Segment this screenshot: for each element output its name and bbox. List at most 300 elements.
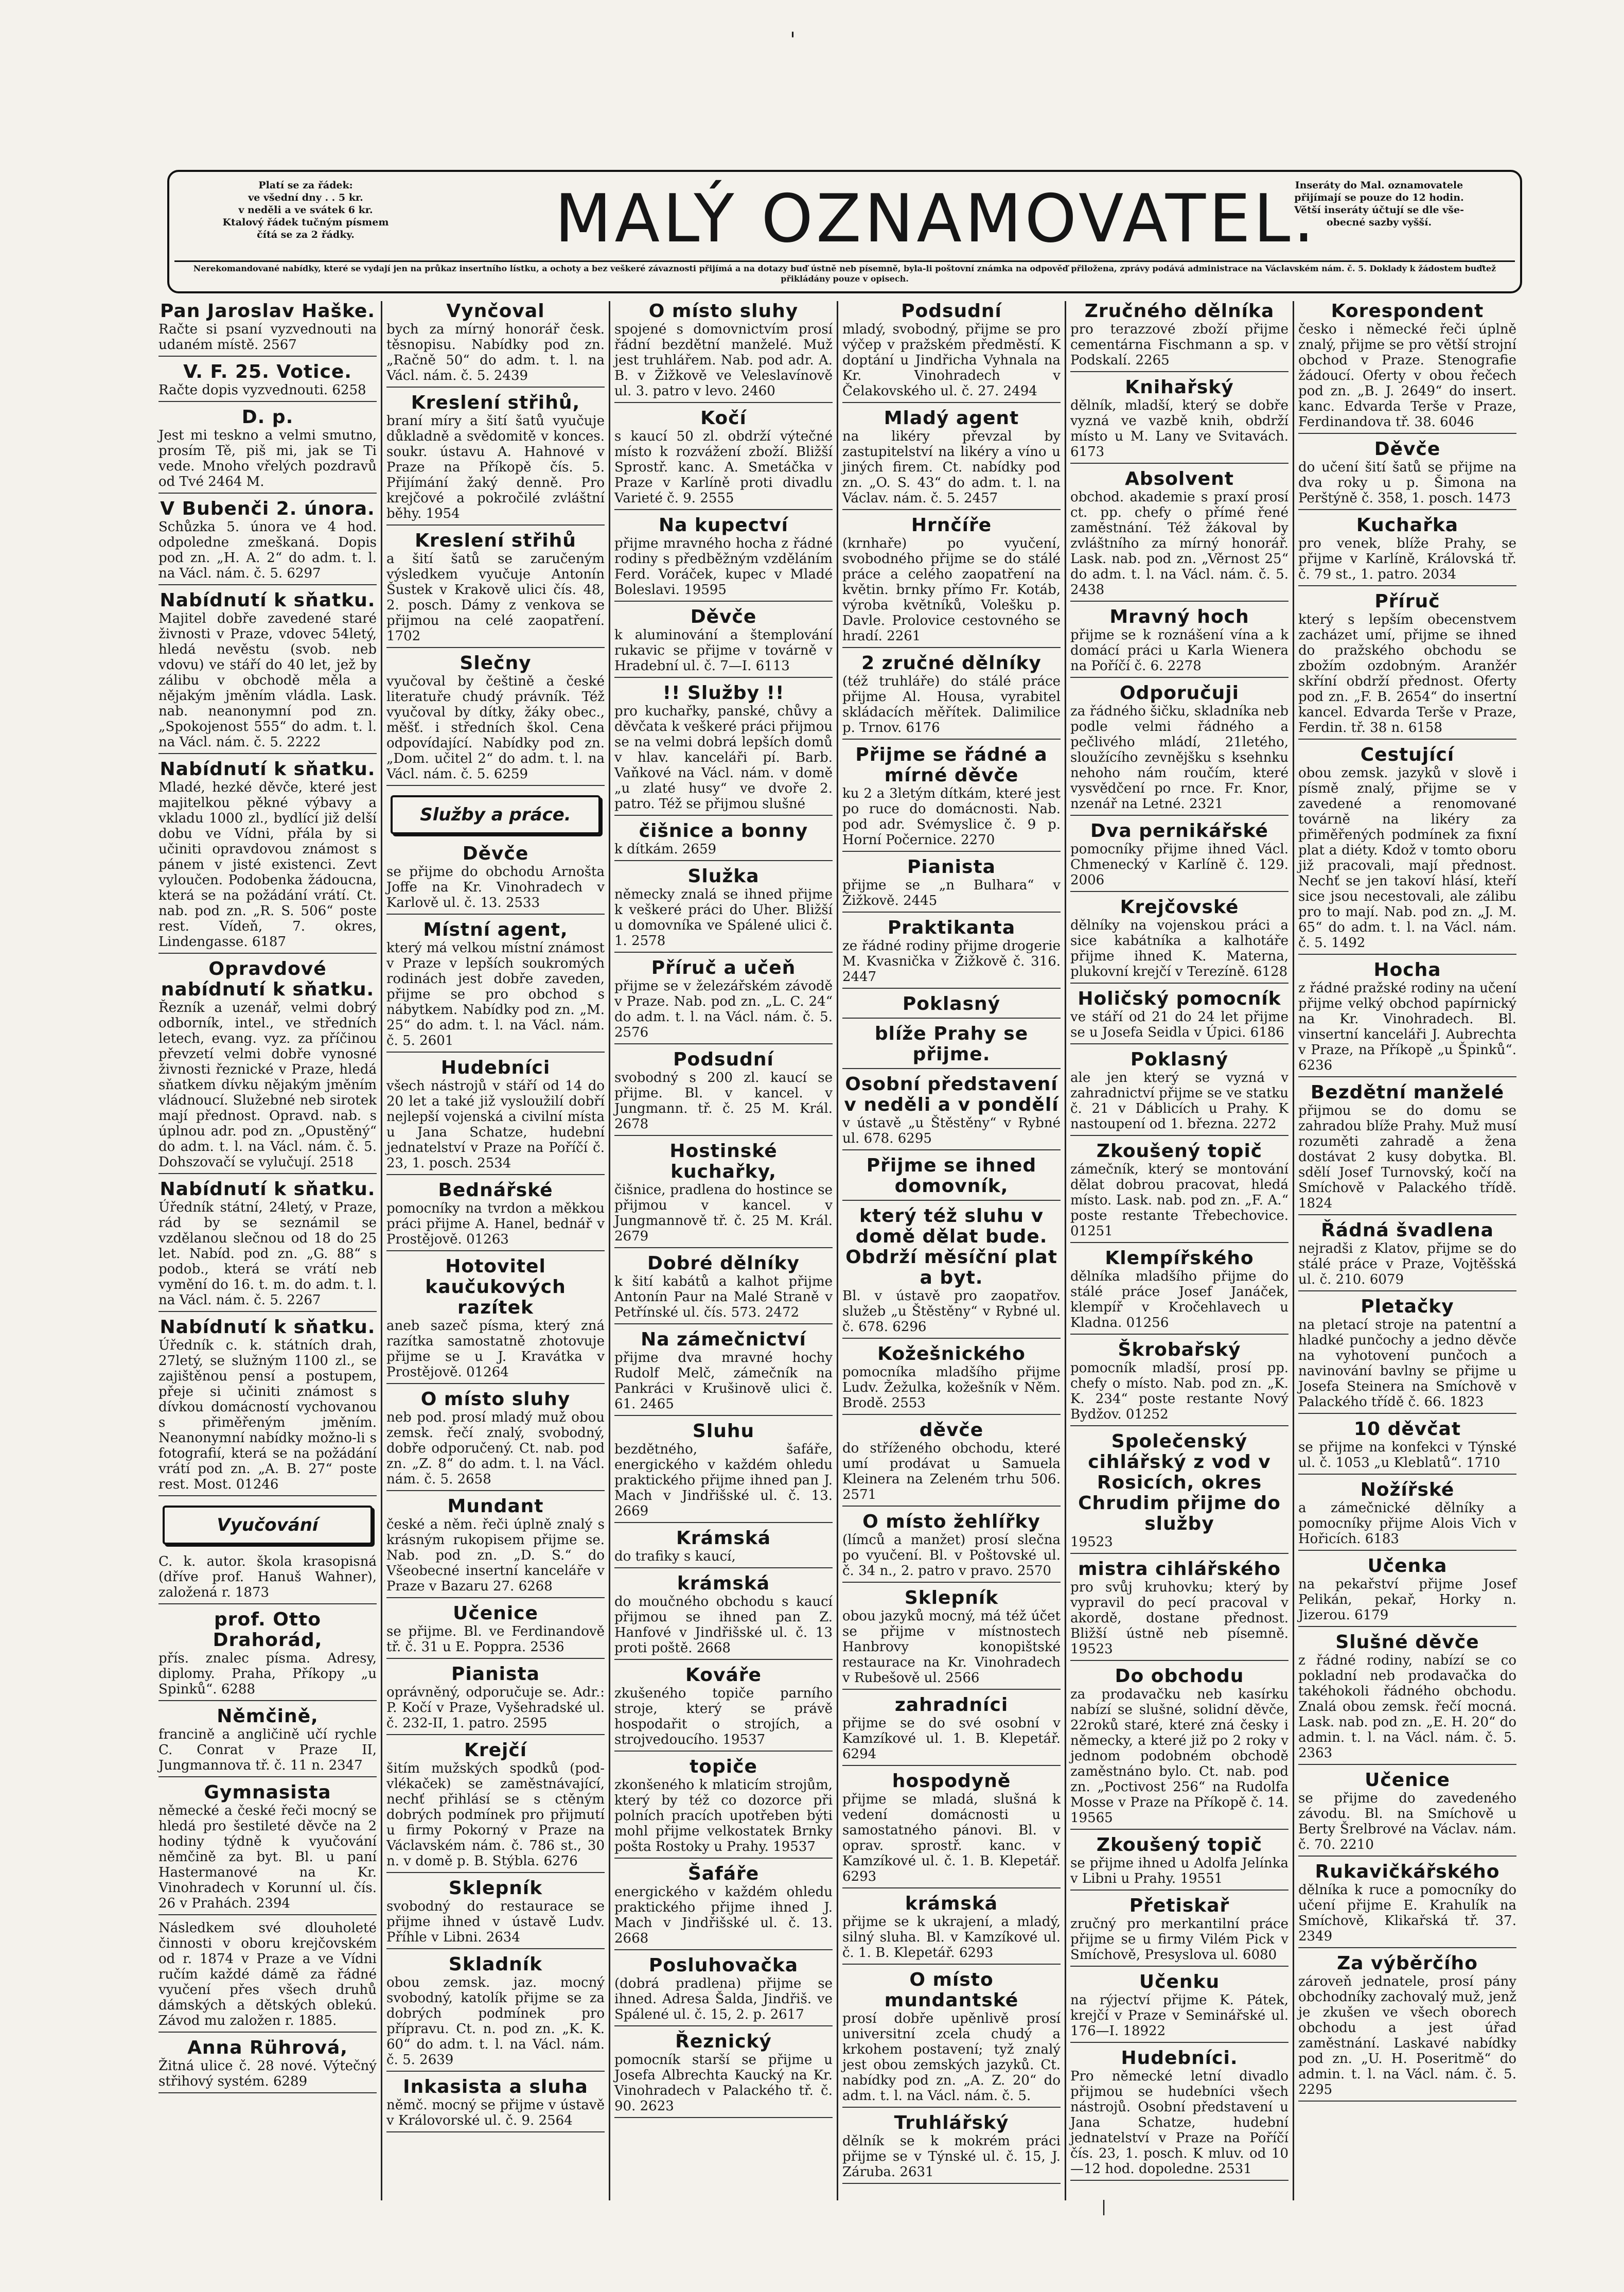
ad-text: pomocníky přijme ihned Václ. Chmenecký v Karlíně č. 129. 2006 [1070,842,1288,888]
classified-ad [1298,1082,1516,1215]
ad-heading: Kuchařka [1356,515,1459,536]
ad-heading: Učenice [453,1603,538,1624]
ad-heading: Gymnasista [204,1782,331,1803]
classified-ad [614,821,833,861]
ad-heading: V. F. 25. Votice. [183,361,352,382]
classified-ad [1298,1297,1516,1414]
ad-heading: Na zámečnictví [641,1329,806,1350]
ad-text: ale jen který se vyzná v zahradnictví přijme se ve statku č. 21 v Dáblicích u Prahy. K nastoupení od 1. března. 2272 [1070,1070,1288,1132]
ad-text: německy znalá se ihned přijme k veškeré práci do Uher. Bližší u domovníka ve Spálené ulici č. 1. 2578 [614,887,833,949]
ad-heading: Odporučuji [1120,683,1239,704]
ad-heading: O místo mundantské [884,1969,1019,2011]
classified-ad [614,1141,833,1248]
ad-heading: Služka [687,866,760,887]
ad-heading: Cestující [1360,744,1455,765]
classified-ad [1070,1835,1288,1891]
classified-ad [386,301,605,388]
ad-text: česko i německé řeči úplně znalý, přijme se pro větší strojní obchod v Praze. Stenografie žádoucí. Oferty v obou řečech pod zn. „B. J. 2649“ do insert. kanc. Edvarda Terše v Praze, Ferdinandova tř. 38. 6046 [1298,322,1516,430]
ad-text: přijme se v železářském závodě v Praze. Nab. pod zn. „L. C. 24“ do adm. t. l. na Václ. nám. č. 5. 2576 [614,978,833,1040]
ad-text: pro svůj kruhovku; který by vypravil do pecí pracoval v akordě, dostane přednost. Bližší ústně neb písemně. 19523 [1070,1580,1288,1657]
classified-ad [158,1554,377,1604]
classified-ad [1070,377,1288,464]
classified-ad [614,1528,833,1568]
ad-heading: Praktikanta [887,917,1016,938]
classified-ad [1070,1972,1288,2043]
ad-text: obou jazyků mocný, má též účet se přijme v místnostech Hanbrovy konopištské restaurace na Kr. Vinohradech v Rubešově ul. 2566 [842,1608,1061,1686]
classified-ad [842,653,1061,740]
ad-text: na rýjectví přijme K. Pátek, krejčí v Praze v Seminářské ul. 176—I. 18922 [1070,1992,1288,2039]
classified-ad [1070,301,1288,372]
ad-text: bezdětného, šafáře, energického v každém ohledu praktického přijme ihned pan J. Mach v Jindřišské ul. č. 13. 2669 [614,1442,833,1519]
ad-heading: Děvče [1374,439,1441,460]
ad-text: pro kuchařky, panské, chůvy a děvčata k veškeré práci přijmou se na velmi dobrá lepších domů v hlav. kanceláři pí. Barb. Vaňkové na Václ. nám. v domě „u zlaté husy“ ve dvoře 2. patro. Též se přijmou slušné [614,704,833,812]
ad-text: Úředník c. k. státních drah, 27letý, se služným 1100 zl., se zajištěnou pensí a postupem, přeje si učiniti známost s dívkou domácností vychovanou s přiměřeným jměním. Neanonymní nabídky možno-li s fotografií, která se na požádání vrátí pod zn. „A. B. 27“ poste rest. Most. 01246 [158,1338,377,1492]
ad-text: do učení šití šatů se přijme na dva roky u p. Šimona na Perštýně č. 358, 1. posch. 1473 [1298,460,1516,506]
ad-heading: Pianista [907,856,996,878]
ad-heading: Klempířského [1105,1248,1254,1269]
classified-ad [842,1156,1061,1201]
ad-text: bych za mírný honorář česk. těsnopisu. Nabídky pod zn. „Račně 50“ do adm. t. l. na Václ. nám. č. 5. 2439 [386,322,605,383]
ad-heading: Místní agent, [423,919,568,940]
ad-heading: Učenku [1139,1971,1220,1992]
ad-heading: Slušné děvče [1335,1632,1479,1653]
ad-heading: Děvče [462,843,529,864]
ad-heading: Nabídnutí k sňatku. [160,1179,376,1200]
classified-ad [1298,1953,1516,2102]
ad-text: k dítkám. 2659 [614,842,717,857]
ad-text: nejradši z Klatov, přijme se do stálé práce v Praze, Vojtěšská ul. č. 210. 6079 [1298,1241,1516,1287]
classified-ad [842,2113,1061,2184]
ad-heading: O místo sluhy [420,1389,571,1410]
ad-text: Bl. v ústavě pro zaopatřov. služeb „u Štěstěny“ v Rybné ul. č. 678. 6296 [842,1288,1061,1335]
ad-text: svobodný s 200 zl. kaucí se přijme. Bl. v kancel. v Jungmann. tř. č. 25 M. Král. 2678 [614,1070,833,1132]
ad-heading: Kožešnického [877,1343,1026,1364]
masthead-divider [174,260,1515,262]
ad-heading: Pianista [451,1664,540,1685]
column-1 [154,301,381,2200]
ad-heading: Pletačky [1361,1296,1454,1317]
ad-heading: Posluhovačka [648,1955,799,1976]
ad-heading: Mladý agent [884,408,1019,429]
ad-heading: Truhlářský [894,2112,1009,2133]
ad-heading: blíže Prahy se přijme. [874,1023,1029,1065]
ad-heading: Učenice [1365,1770,1450,1791]
classified-ad [386,393,605,526]
ad-text: přijme se k ukrajení, a mladý, silný sluha. Bl. v Kamzíkové ul. č. 1. B. Klepetář. 6293 [842,1914,1061,1961]
ad-heading: Inkasista a sluha [403,2076,588,2097]
classified-ad [614,958,833,1044]
classified-ad [1298,1556,1516,1627]
ad-text: Račte si psaní vyzvednouti na udaném místě. 2567 [158,322,377,353]
page-mark: ' [790,28,796,52]
ad-text: na likéry převzal by zastupitelství na likéry a víno u jiných firem. Ct. nabídky pod zn. „O. S. 43“ do adm. t. l. na Václav. nám. č. 5. 2457 [842,429,1061,506]
ad-text: přijme se mladá, slušná k vedení domácnosti u samostatného pánovi. Bl. v oprav. sprostř. kanc. v Kamzíkové ul. č. 1. B. Klepetář. 6293 [842,1792,1061,1884]
ad-heading: Sluhu [692,1421,755,1442]
classified-ad [614,1421,833,1523]
classified-ad [1070,1049,1288,1136]
ad-heading: Mravný hoch [1109,606,1249,627]
ad-heading: Přetiskař [1129,1895,1230,1916]
ad-heading: Poklasný [902,993,1001,1014]
ad-text: němč. mocný se přijme v ústavě v Královorské ul. č. 9. 2564 [386,2097,605,2128]
classified-ad [158,1317,377,1496]
ad-text: (krnhaře) po vyučení, svobodného přijme se do stálé práce a celého zaopatření na květin. brnky přímo Fr. Kotáb, výroba květníků, Volešku p. Davle. Prolovice cestovného se hradí. 2261 [842,536,1061,644]
ad-text: z řádné pražské rodiny na učení přijme velký obchod papírnický na Kr. Vinohradech. Bl. vinsertní kanceláři J. Aubrechta v Praze, na Příkopě „u Špinků“. 6236 [1298,981,1516,1073]
classified-ad [386,1180,605,1251]
ad-text: do stříženého obchodu, které umí prodávat u Samuela Kleinera na Zeleném trhu 506. 2571 [842,1441,1061,1502]
ad-heading: Hudebníci. [1121,2048,1238,2069]
ad-heading: Nabídnutí k sňatku. [160,590,376,611]
ad-text: šitím mužských spodků (pod- vlékaček) se zaměstnávající, nechť přihlásí se s ctěným dobrých podmínek pro přijmutí u firmy Pokorný v Praze na Václavském nám. č. 786 st., 30 n. v domě p. B. Stýbla. 6276 [386,1761,605,1869]
ad-heading: Sklepník [448,1878,543,1899]
ad-text: pomocníka mladšího přijme Ludv. Žežulka, kožešník v Něm. Brodě. 2553 [842,1364,1061,1411]
classified-ad [1070,821,1288,892]
classified-ad [1070,1896,1288,1967]
ad-text: dělník, mladší, který se dobře vyzná ve vazbě knih, obdrží místo u M. Lany ve Svitavách. 6173 [1070,398,1288,460]
ad-text: (dobrá pradlena) přijme se ihned. Adresa Šalda, Jindřiš. ve Spálené ul. č. 15, 2. p. 2617 [614,1976,833,2022]
ad-heading: Rukavičkářského [1315,1861,1500,1882]
classified-ad [614,1665,833,1752]
classified-ad [386,1954,605,2072]
ad-text: přijme se do své osobní v Kamzíkové ul. 1. B. Klepetář. 6294 [842,1716,1061,1762]
classified-ad [1070,897,1288,984]
ad-text: Pro německé letní divadlo přijmou se hudebníci všech nástrojů. Osobní představení u Jana Schatze, hudební jednatelství v Praze na Poříčí čís. 23, 1. posch. K mluv. od 10—12 hod. dopoledne. 2531 [1070,2069,1288,2177]
ad-heading: Řádná švadlena [1321,1220,1494,1241]
ad-text: francině a angličině učí rychle C. Conrat v Praze II, Jungmannova tř. č. 11 n. 2347 [158,1727,377,1773]
ad-text: obou zemsk. jaz. mocný svobodný, katolík přijme se za dobrých podmínek pro přípravu. Ct. n. pod zn. „K. K. 60“ do adm. t. l. na Václ. nám. č. 5. 2639 [386,1975,605,2068]
ad-text: ze řádné rodiny přijme drogerie M. Kvasnička v Žižkově č. 316. 2447 [842,938,1061,985]
ad-text: v ústavě „u Štěstěny“ v Rybné ul. 678. 6295 [842,1115,1061,1146]
ad-text: do moučného obchodu s kaucí přijmou se ihned pan Z. Hanfové v Jindřišské ul. č. 13 proti poště. 2668 [614,1594,833,1656]
ad-heading: V Bubenči 2. února. [160,498,375,519]
ad-heading: hospodyně [892,1771,1011,1792]
classified-ad [842,994,1061,1019]
ad-text: neb pod. prosí mladý muž obou zemsk. řečí znalý, svobodný, dobře odporučený. Ct. nab. pod zn. „Z. 8“ do adm. t. l. na Václ. nám. č. 5. 2658 [386,1410,605,1487]
ad-text: dělníka mladšího přijme do stálé práce Josef Janáček, klempíř v Kročehlavech u Kladna. 01256 [1070,1269,1288,1331]
classified-ad [842,1512,1061,1583]
ad-text: C. k. autor. škola krasopisná (dříve prof. Hanuš Wahner), založená r. 1873 [158,1554,377,1600]
ad-heading: Hostinské kuchařky, [669,1141,778,1182]
classified-ad [842,1344,1061,1415]
classified-ad [386,1603,605,1659]
ad-text: (též truhláře) do stálé práce přijme Al. Housa, vyrabitel skládacích měřítek. Dalimilice p. Trnov. 6176 [842,674,1061,736]
classified-ad [1298,515,1516,586]
ad-text: Úředník státní, 24letý, v Praze, rád by se seznámil se vzdělanou slečnou od 18 do 25 let. Nabíd. pod zn. „G. 88“ s podob., která se vrátí neb vymění do 16. t. m. do adm. t. l. na Václ. nám. č. 5. 2267 [158,1200,377,1308]
ad-heading: Podsudní [901,301,1002,322]
classified-ad [158,1706,377,1777]
ad-heading: Nabídnutí k sňatku. [160,759,376,780]
ad-heading: zahradníci [894,1694,1009,1716]
section-heading: Vyučování [163,1506,373,1545]
classified-ad [386,1740,605,1873]
ad-text: se přijme. Bl. ve Ferdinandově tř. č. 31 u E. Poppra. 2536 [386,1624,605,1655]
ad-text: a šití šatů se zaručeným výsledkem vyučuje Antonín Šustek v Krakově ulici čís. 48, 2. posch. Dámy z venkova se přijmou na celé zaopatření. 1702 [386,551,605,644]
ad-heading: Řeznický [675,2031,772,2052]
classified-ad [1070,1559,1288,1661]
classified-ad [614,607,833,678]
classified-ad [158,1920,377,2033]
classified-ad [1298,1419,1516,1475]
classified-ad [158,407,377,494]
classified-ad [1298,1632,1516,1765]
price-line: Platí se za řádek: [258,180,353,191]
ad-text: dělník se k mokrém práci přijme se v Týnské ul. č. 15, J. Záruba. 2631 [842,2133,1061,2180]
ad-text: aneb sazeč písma, který zná razítka samostatně zhotovuje přijme se u J. Kravátka v Prostějově. 01264 [386,1318,605,1380]
ad-heading: Slečny [460,653,532,674]
price-line: Ktalový řádek tučným písmem [222,217,389,228]
ad-text: vyučoval by češtině a české literatuře chudý právník. Též vyučoval by dítky, žáky obec., měšť. i středních škol. Cena odpovídající. Nabídky pod zn. „Dom. učitel 2“ do adm. t. l. na Václ. nám. č. 5. 6259 [386,674,605,782]
classified-ad [614,408,833,510]
ad-heading: O místo sluhy [648,301,799,322]
classified-ad [842,918,1061,989]
ad-heading: O místo žehlířky [862,1511,1040,1532]
ad-heading: Zkoušený topič [1096,1834,1263,1856]
ad-heading: Zručného dělníka [1084,301,1275,322]
column-6 [1293,301,1521,2200]
ad-text: za prodavačku neb kasírku nabízí se slušné, solidní děvče, 22roků staré, které zná česky i německy, a které již po 2 roky v jednom podobném obchodě zaměstnáno bylo. Ct. nab. pod zn. „Poctivost 256“ na Rudolfa Mosse v Praze na Příkopě č. 14. 19565 [1070,1687,1288,1826]
classified-ad [386,1256,605,1384]
ad-heading: Mundant [447,1496,544,1517]
ad-heading: Krámská [676,1528,771,1549]
deadline-line: Inseráty do Mal. oznamovatele [1295,180,1463,191]
ad-text: Žitná ulice č. 28 nové. Výtečný střihový systém. 6289 [158,2058,377,2089]
price-line: v neděli a ve svátek 6 kr. [238,204,373,216]
masthead-title: MALÝ OZNAMOVATEL. [555,181,1317,257]
ad-heading: který též sluhu v domě dělat bude. Obdrží měsíční plat a byt. [845,1205,1057,1288]
ad-text: který s lepším obecenstvem zacházet umí, přijme se ihned do pražského obchodu se zbožím ozdobným. Aranžér skříní obdrží přednost. Oferty pod zn. „F. B. 2654“ do insertní kancel. Edvarda Terše v Praze, Ferdin. tř. 38 n. 6158 [1298,612,1516,736]
ad-heading: čišnice a bonny [639,820,808,842]
classified-ad [1070,1666,1288,1830]
ad-heading: Poklasný [1130,1049,1229,1070]
classified-ad [158,301,377,357]
classified-ad [386,1389,605,1491]
ad-heading: Nožířské [1360,1479,1455,1500]
ad-text: k aluminování a štemplování rukavic se přijme v továrně v Hradební ul. č. 7—I. 6113 [614,627,833,674]
ad-heading: Společenský cihlářský z vod v Rosicích, okres Chrudim přijme do služby [1078,1431,1281,1534]
classified-ad [1298,439,1516,510]
classified-ad [842,857,1061,913]
column-2 [381,301,609,2200]
classified-ad [386,920,605,1053]
ad-text: české a něm. řeči úplně znalý s krásným rukopisem přijme se. Nab. pod zn. „D. S.“ do Všeobecné insertní kanceláře v Praze v Bazaru 27. 6268 [386,1517,605,1594]
classified-ad [1298,301,1516,434]
classified-ad [1070,1141,1288,1243]
classified-ad [842,515,1061,648]
ad-text: zkušeného topiče parního stroje, který se právě hospodařit o strojích, a strojvedoucího. 19537 [614,1686,833,1747]
ad-text: braní míry a šití šatů vyučuje důkladně a svědomitě v konces. soukr. ústavu A. Hahnové v Praze na Příkopě čís. 5. Přijímání žaký denně. Pro krejčové a pokročilé zvláštní běhy. 1954 [386,413,605,521]
ad-text: obou zemsk. jazyků v slově i písmě znalý, přijme se v zavedené a renomované továrně na likéry za přiměřených podmínek za fixní plat a diéty. Kdož v tomto oboru již pracovali, mají přednost. Nechť se jen takoví hlásí, kteří sice jsou necestovali, ale zálibu pro to mají. Nab. pod zn. „J. M. 65“ do adm. t. l. na Václ. nám. č. 5. 1492 [1298,765,1516,951]
ad-text: zámečník, který se montování dělat dobrou pracovat, hledá místo. Lask. nab. pod zn. „F. A.“ poste restante Třebechovice. 01251 [1070,1162,1288,1239]
ad-text: přijmou se do domu se zahradou blíže Prahy. Muž musí rozuměti zahradě a žena dostávat 2 kusy dobytka. Bl. sdělí Josef Turnovský, kočí na Smíchově v Palackého třídě. 1824 [1298,1103,1516,1211]
ad-text: čišnice, pradlena do hostince se přijmou v kancel. v Jungmannově tř. č. 25 M. Král. 2679 [614,1182,833,1244]
classified-ad [614,301,833,403]
ad-text: pomocník mladší, prosí pp. chefy o místo. Nab. pod zn. „K. K. 234“ poste restante Nový Bydžov. 01252 [1070,1360,1288,1422]
ad-heading: krámská [905,1893,998,1914]
ad-heading: !! Služby !! [662,683,785,704]
ad-heading: krámská [677,1573,770,1594]
classified-ad [158,590,377,754]
price-box [174,179,437,241]
classified-ad [1298,1770,1516,1857]
classified-ad [614,1955,833,2026]
deadline-box [1245,179,1513,229]
classified-ad [1298,591,1516,740]
classified-ad [386,531,605,648]
ad-heading: mistra cihlářského [1078,1559,1281,1580]
ad-text: svobodný do restaurace se přijme ihned v ústavě Ludv. Příhle v Libni. 2634 [386,1899,605,1945]
ad-text: zároveň jednatele, prosí pány obchodníky zachovalý muž, jenž je zkušen ve všech oborech obchodu a jest úřad zaměstnání. Laskavé nabídky pod zn. „U. H. Poseritmě“ do admin. t. l. na Václ. nám. č. 5. 2295 [1298,1974,1516,2097]
ad-heading: Hrnčíře [911,515,992,536]
ad-text: z řádné rodiny, nabízí se co pokladní neb prodavačka do takéhokoli řádného obchodu. Znalá obou zemsk. řečí mocná. Lask. nab. pod zn. „E. H. 20“ do admin. t. l. na Václ. nám. č. 5. 2363 [1298,1653,1516,1761]
classified-ad [842,1695,1061,1766]
ad-heading: D. p. [241,407,294,428]
ad-text: (límců a manžet) prosí slečna po vyučení. Bl. v Poštovské ul. č. 34 n., 2. patro v pravo. 2570 [842,1532,1061,1579]
classified-ad [842,745,1061,852]
classified-ad [842,1420,1061,1507]
ad-heading: prof. Otto Drahorád, [213,1609,323,1651]
ad-text: ve stáří od 21 do 24 let přijme se u Josefa Seidla v Úpici. 6186 [1070,1009,1288,1040]
ad-heading: Kočí [700,408,747,429]
ad-text: Majitel dobře zavedené staré živnosti v Praze, vdovec 54letý, hledá nevěstu (svob. neb vdovu) ve stáří do 40 let, jež by zálibu v obchodě měla a nějakým jměním vládla. Lask. nab. neanonymní pod zn. „Spokojenost 555“ do adm. t. l. na Václ. nám. č. 5. 2222 [158,611,377,750]
ad-heading: Holičský pomocník [1078,988,1281,1009]
classified-ad [1070,1340,1288,1426]
ad-heading: Bezdětní manželé [1310,1082,1505,1103]
ad-heading: Podsudní [673,1049,774,1070]
deadline-line: přijímají se pouze do 12 hodin. [1294,192,1464,203]
ad-text: do trafiky s kaucí, [614,1549,736,1564]
ad-text: přijme se „n Bulhara“ v Žižkově. 2445 [842,878,1061,908]
classified-ad [386,1878,605,1949]
classified-ad [158,1179,377,1312]
ad-text: energického v každém ohledu praktického přijme ihned J. Mach v Jindřišské ul. č. 13. 2668 [614,1884,833,1946]
classified-ad [1070,607,1288,678]
classified-ad [1298,1862,1516,1948]
classified-ad [386,2077,605,2132]
ad-heading: Krejčovské [1120,897,1239,918]
classified-ad [386,1496,605,1598]
ad-heading: Anna Rührová, [187,2037,348,2058]
ad-heading: Hudebníci [440,1057,551,1078]
classified-ad [158,759,377,954]
classified-ad [158,499,377,585]
ad-heading: děvče [919,1420,984,1441]
classified-ad [1070,469,1288,602]
ad-heading: Vynčoval [446,301,545,322]
ad-heading: Učenka [1367,1555,1448,1577]
ad-heading: Hocha [1373,959,1441,981]
ad-heading: Na kupectví [658,515,789,536]
ad-heading: Kováře [685,1665,762,1686]
ad-text: oprávněný, odporučuje se. Adr.: P. Kočí v Praze, Vyšehradské ul. č. 232-II, 1. patro. 2595 [386,1685,605,1731]
ad-heading: Nabídnutí k sňatku. [160,1317,376,1338]
classified-ad [158,959,377,1174]
ad-text: se přijme do zavedeného závodu. Bl. na Smíchově u Berty Šrelbrové na Václav. nám. č. 70. 2210 [1298,1791,1516,1852]
classified-ad [842,1894,1061,1965]
classified-ad [614,1329,833,1416]
classified-ad [842,1024,1061,1069]
ad-text: Schůzka 5. února ve 4 hod. odpoledne zmeškaná. Dopis pod zn. „H. A. 2“ do adm. t. l. na Václ. nám. č. 5. 6297 [158,519,377,581]
ad-text: všech nástrojů v stáří od 14 do 20 let a také již vysloužilí dobří nejlepší vojenská a civilní místa u Jana Schatze, hudební jednatelství v Praze na Poříčí č. 23, 1. posch. 2534 [386,1078,605,1171]
ad-columns [154,301,1521,2200]
ad-text: 19523 [1070,1534,1113,1550]
ad-text: obchod. akademie s praxí prosí ct. pp. chefy o přímé řené zaměstnání. Též žákoval by zvláštního za mírný honorář. Lask. nab. pod zn. „Věrnost 25“ do adm. t. l. na Václ. nám. č. 5. 2438 [1070,489,1288,598]
ad-heading: Přijme se ihned domovník, [866,1155,1037,1197]
classified-ad [614,1049,833,1136]
ad-text: Račte dopis vyzvednouti. 6258 [158,382,366,398]
ad-text: ku 2 a 3letým dítkám, které jest po ruce do domácnosti. Nab. pod adr. Svémyslice č. 9 p. Horní Počernice. 2270 [842,786,1061,848]
ad-text: Mladé, hezké děvče, které jest majitelkou pěkné výbavy a vkladu 1000 zl., bydlící již delší dobu ve Vídni, přála by si učiniti opravdovou známost s pánem v jisté existenci. Zevt vyloučen. Podobenka žádoucna, která se na požádání vrátí. Ct. nab. pod zn. „R. S. 506“ poste rest. Vídeň, 7. okres, Lindengasse. 6187 [158,780,377,950]
ad-heading: Opravdové nabídnutí k sňatku. [161,958,375,1000]
column-4 [837,301,1065,2200]
ad-heading: Do obchodu [1115,1666,1244,1687]
column-3 [609,301,837,2200]
classified-ad [1070,1431,1288,1554]
ad-text: k šití kabátů a kalhot přijme Antonín Paur na Malé Straně v Petřínské ul. čís. 573. 2472 [614,1274,833,1320]
ad-text: přijme dva mravné hochy Rudolf Melč, zámečník na Pankráci v Krušinově ulici č. 61. 2465 [614,1350,833,1412]
ad-heading: Dva pernikářské [1090,820,1268,842]
ad-text: přijme se k roznášení vína a k domácí práci u Karla Wienera na Poříčí č. 6. 2278 [1070,627,1288,674]
classified-ad [158,362,377,402]
ad-text: pro venek, blíže Prahy, se přijme v Karlíně, Královská tř. č. 79 st., 1. patro. 2034 [1298,536,1516,582]
masthead-note: Nerekomandované nabídky, které se vydají jen na průkaz insertního lístku, a ochoty a bez veškeré závaznosti přijímá a na dotazy buď ústně neb písemně, byla-li poštovní známka na odpověď přiložena, zprávy podává administrace na Václavském nám. č. 5. Doklady k žádostem buďtež přikládány pouze v opisech. [193,264,1496,284]
classified-ad [842,1074,1061,1150]
ad-text: pomocníky na tvrdon a měkkou práci přijme A. Hanel, bednář v Prostějově. 01263 [386,1201,605,1247]
classified-ad [614,1253,833,1324]
ad-text: zkonšeného k mlaticím strojům, který by též co dozorce při polních pracích upotřeben býti mohl přijme velkostatek Brnky pošta Rostoky u Prahy. 19537 [614,1777,833,1854]
ad-text: dělníky na vojenskou práci a sice kabátníka a kalhotáře přijme ihned K. Materna, plukovní krejčí v Terezíně. 6128 [1070,918,1288,979]
classified-ad [386,1664,605,1735]
classified-ad [614,683,833,816]
ad-text: Následkem své dlouholeté činnosti v oboru krejčovském od r. 1874 v Praze a ve Vídni ručím každé dámě za řádné vyučení přes všech druhů dámských a dětských oblekú. Závod mu založen r. 1885. [158,1920,377,2028]
classified-ad [842,1970,1061,2108]
ad-text: německé a české řeči mocný se hledá pro šestileté děvče na 2 hodiny týdně k vyučování němčině za byt. Bl. u paní Hastermanové na Kr. Vinohradech v Korunní ul. čís. 26 v Prahách. 2394 [158,1803,377,1911]
ad-heading: Sklepník [904,1587,999,1608]
ad-text: zručný pro merkantilní práce přijme se u firmy Vilém Pick v Smíchově, Presyslova ul. 6080 [1070,1916,1288,1963]
classified-ad [614,515,833,602]
ad-text: Jest mi teskno a velmi smutno, prosím Tě, piš mi, jak se Ti vede. Mnoho vřelých pozdravů od Tvé 2464 M. [158,428,377,489]
classified-ad [1298,960,1516,1077]
classified-ad [1070,989,1288,1044]
ad-heading: Příruč [1374,591,1440,612]
classified-ad [1070,2048,1288,2181]
classified-ad [1298,1480,1516,1551]
ad-text: který má velkou místní známost v Praze v lepších soukromých rodinách jest dobře zaveden, přijme se pro obchod s nábytkem. Nabídky pod zn. „M. 25“ do adm. t. l. na Václ. nám. č. 5. 2601 [386,940,605,1048]
classified-ad [614,1864,833,1950]
classified-ad [386,844,605,915]
ad-heading: Přijme se řádné a mírné děvče [855,744,1048,786]
ad-text: dělníka k ruce a pomocníky do učení přijme E. Krahulík na Smíchově, Klikařská tř. 37. 2349 [1298,1882,1516,1944]
column-5 [1065,301,1293,2200]
ad-heading: Pan Jaroslav Haške. [160,301,376,322]
classified-ad [386,1058,605,1175]
ad-heading: Bednářské [438,1180,553,1201]
ad-text: se přijme na konfekci v Týnské ul. č. 1053 „u Kleblatů“. 1710 [1298,1440,1516,1471]
classified-ad [158,1782,377,1915]
ad-heading: Kreslení střihů [415,530,576,551]
ad-heading: Dobré dělníky [647,1253,800,1274]
classified-ad [386,653,605,786]
ad-text: Řezník a uzenář, velmi dobrý odborník, intel., ve středních letech, evang. vyz. za příčinou převzetí velmi dobře vynosné živnosti řeznické v Praze, hledá sňatkem dívku nějakým jměním vládnoucí. Služebné neb sirotek mají přednost. Opravd. nab. s úplnou adr. pod zn. „Opustěný“ do adm. t. l. na Václ. nám. č. 5. Dohszovačí se vylučují. 2518 [158,1000,377,1170]
ad-heading: Kreslení střihů, [411,392,580,413]
ad-heading: Příruč a učeň [651,957,796,978]
classified-ad [842,1588,1061,1690]
classified-ad [842,1771,1061,1888]
ad-heading: Zkoušený topič [1096,1141,1263,1162]
classified-ad [1298,745,1516,955]
ad-heading: Škrobařský [1118,1339,1241,1360]
ad-heading: Děvče [690,606,757,627]
ad-heading: Osobní představení v neděli a v pondělí [844,1074,1059,1115]
